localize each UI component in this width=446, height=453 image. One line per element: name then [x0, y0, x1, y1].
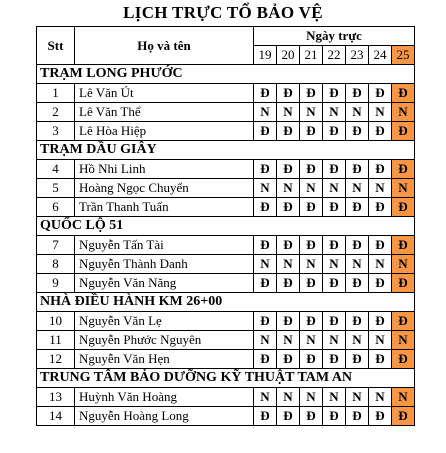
group-name: TRẠM LONG PHƯỚC: [37, 65, 415, 84]
duty-mark: N: [369, 331, 392, 350]
group-name: NHÀ ĐIỀU HÀNH KM 26+00: [37, 293, 415, 312]
row-stt: 12: [37, 350, 75, 369]
duty-mark: N: [277, 179, 300, 198]
table-row: [37, 198, 415, 217]
row-stt: 1: [37, 84, 75, 103]
duty-mark: N: [254, 331, 277, 350]
duty-mark: Đ: [277, 407, 300, 426]
duty-mark: Đ: [392, 198, 415, 217]
duty-mark: N: [346, 103, 369, 122]
duty-mark: Đ: [300, 84, 323, 103]
row-stt: 10: [37, 312, 75, 331]
duty-mark: Đ: [323, 198, 346, 217]
duty-mark: Đ: [392, 160, 415, 179]
duty-mark: Đ: [277, 160, 300, 179]
duty-mark: Đ: [254, 198, 277, 217]
duty-mark: Đ: [323, 84, 346, 103]
duty-mark: Đ: [300, 236, 323, 255]
duty-mark: N: [392, 103, 415, 122]
table-row: [37, 407, 415, 426]
duty-mark: Đ: [300, 160, 323, 179]
duty-mark: N: [323, 179, 346, 198]
table-row: [37, 350, 415, 369]
group-header-row: [37, 217, 415, 236]
duty-mark: N: [277, 255, 300, 274]
group-header-row: [37, 369, 415, 388]
duty-mark: Đ: [346, 236, 369, 255]
row-name: Lê Văn Thể: [75, 103, 254, 122]
duty-mark: Đ: [254, 84, 277, 103]
duty-mark: N: [277, 331, 300, 350]
duty-mark: Đ: [346, 312, 369, 331]
page-title: LỊCH TRỰC TỔ BẢO VỆ: [123, 3, 323, 22]
duty-mark: Đ: [346, 122, 369, 141]
duty-mark: N: [323, 331, 346, 350]
row-stt: 2: [37, 103, 75, 122]
row-stt: 7: [37, 236, 75, 255]
row-name: Nguyễn Phước Nguyên: [75, 331, 254, 350]
duty-mark: Đ: [254, 122, 277, 141]
duty-mark: N: [346, 179, 369, 198]
duty-roster-table: [36, 26, 415, 426]
duty-mark: N: [277, 388, 300, 407]
table-row: [37, 84, 415, 103]
duty-mark: N: [254, 103, 277, 122]
duty-mark: Đ: [346, 160, 369, 179]
duty-mark: N: [300, 388, 323, 407]
duty-mark: Đ: [369, 350, 392, 369]
duty-mark: Đ: [300, 312, 323, 331]
duty-mark: N: [369, 388, 392, 407]
duty-mark: Đ: [392, 122, 415, 141]
duty-mark: Đ: [323, 350, 346, 369]
table-row: [37, 122, 415, 141]
row-name: Nguyễn Văn Lẹ: [75, 312, 254, 331]
duty-mark: N: [300, 331, 323, 350]
duty-mark: Đ: [277, 198, 300, 217]
duty-mark: Đ: [277, 350, 300, 369]
row-name: Huỳnh Văn Hoàng: [75, 388, 254, 407]
header-day: 20: [277, 46, 300, 65]
table-row: [37, 255, 415, 274]
header-day: 23: [346, 46, 369, 65]
duty-mark: Đ: [254, 236, 277, 255]
duty-mark: Đ: [369, 236, 392, 255]
header-stt: Stt: [37, 27, 75, 65]
header-day: 21: [300, 46, 323, 65]
duty-mark: Đ: [277, 236, 300, 255]
duty-mark: N: [392, 331, 415, 350]
header-day: 22: [323, 46, 346, 65]
duty-mark: N: [369, 179, 392, 198]
row-name: Hồ Nhi Linh: [75, 160, 254, 179]
duty-mark: Đ: [300, 274, 323, 293]
duty-mark: Đ: [346, 350, 369, 369]
duty-mark: N: [392, 179, 415, 198]
duty-mark: Đ: [254, 274, 277, 293]
duty-mark: Đ: [392, 84, 415, 103]
duty-mark: Đ: [323, 407, 346, 426]
duty-mark: Đ: [277, 122, 300, 141]
duty-mark: N: [300, 255, 323, 274]
row-name: Hoàng Ngọc Chuyển: [75, 179, 254, 198]
duty-mark: Đ: [254, 312, 277, 331]
duty-mark: N: [254, 388, 277, 407]
duty-mark: Đ: [254, 160, 277, 179]
duty-mark: Đ: [392, 236, 415, 255]
duty-mark: Đ: [346, 84, 369, 103]
duty-mark: Đ: [392, 350, 415, 369]
duty-mark: Đ: [323, 312, 346, 331]
duty-mark: Đ: [369, 274, 392, 293]
duty-mark: Đ: [392, 274, 415, 293]
table-row: [37, 103, 415, 122]
header-day: 24: [369, 46, 392, 65]
row-name: Lê Hòa Hiệp: [75, 122, 254, 141]
row-stt: 13: [37, 388, 75, 407]
duty-mark: Đ: [369, 312, 392, 331]
table-row: [37, 274, 415, 293]
table-row: [37, 388, 415, 407]
duty-mark: Đ: [323, 160, 346, 179]
duty-mark: N: [346, 255, 369, 274]
group-header-row: [37, 65, 415, 84]
table-row: [37, 236, 415, 255]
group-header-row: [37, 141, 415, 160]
group-name: QUỐC LỘ 51: [37, 217, 415, 236]
duty-mark: Đ: [369, 122, 392, 141]
duty-mark: Đ: [323, 236, 346, 255]
table-row: [37, 331, 415, 350]
duty-mark: Đ: [277, 312, 300, 331]
group-name: TRẠM DẦU GIÂY: [37, 141, 415, 160]
row-stt: 3: [37, 122, 75, 141]
duty-mark: Đ: [323, 274, 346, 293]
row-stt: 14: [37, 407, 75, 426]
duty-mark: N: [323, 255, 346, 274]
group-name: TRUNG TÂM BẢO DƯỠNG KỸ THUẬT TAM AN: [37, 369, 415, 388]
duty-mark: N: [369, 255, 392, 274]
duty-mark: N: [392, 255, 415, 274]
row-stt: 9: [37, 274, 75, 293]
row-name: Nguyễn Tấn Tài: [75, 236, 254, 255]
row-name: Nguyễn Thành Danh: [75, 255, 254, 274]
duty-mark: Đ: [346, 198, 369, 217]
duty-mark: N: [346, 331, 369, 350]
row-stt: 6: [37, 198, 75, 217]
duty-mark: Đ: [369, 84, 392, 103]
table-row: [37, 312, 415, 331]
duty-mark: N: [323, 388, 346, 407]
duty-mark: Đ: [300, 407, 323, 426]
duty-mark: Đ: [346, 274, 369, 293]
duty-mark: N: [254, 255, 277, 274]
duty-mark: Đ: [254, 407, 277, 426]
duty-mark: Đ: [323, 122, 346, 141]
duty-mark: Đ: [392, 407, 415, 426]
duty-mark: N: [392, 388, 415, 407]
header-day: 25: [392, 46, 415, 65]
header-name: Họ và tên: [75, 27, 254, 65]
duty-mark: Đ: [369, 198, 392, 217]
duty-mark: Đ: [369, 160, 392, 179]
table-row: [37, 179, 415, 198]
table-row: [37, 160, 415, 179]
duty-mark: Đ: [346, 407, 369, 426]
duty-mark: N: [254, 179, 277, 198]
row-stt: 11: [37, 331, 75, 350]
duty-mark: N: [369, 103, 392, 122]
duty-mark: Đ: [277, 274, 300, 293]
duty-mark: Đ: [300, 198, 323, 217]
duty-mark: N: [277, 103, 300, 122]
row-name: Lê Văn Út: [75, 84, 254, 103]
duty-mark: Đ: [369, 407, 392, 426]
header-days-group: Ngày trực: [254, 27, 415, 46]
duty-mark: Đ: [392, 312, 415, 331]
duty-mark: N: [346, 388, 369, 407]
duty-mark: Đ: [277, 84, 300, 103]
row-stt: 5: [37, 179, 75, 198]
row-stt: 4: [37, 160, 75, 179]
duty-mark: N: [300, 103, 323, 122]
group-header-row: [37, 293, 415, 312]
header-day: 19: [254, 46, 277, 65]
row-name: Nguyễn Văn Hẹn: [75, 350, 254, 369]
duty-mark: Đ: [300, 122, 323, 141]
duty-mark: N: [300, 179, 323, 198]
duty-mark: N: [323, 103, 346, 122]
row-stt: 8: [37, 255, 75, 274]
row-name: Trần Thanh Tuấn: [75, 198, 254, 217]
row-name: Nguyễn Văn Năng: [75, 274, 254, 293]
duty-mark: Đ: [300, 350, 323, 369]
row-name: Nguyễn Hoàng Long: [75, 407, 254, 426]
duty-mark: Đ: [254, 350, 277, 369]
